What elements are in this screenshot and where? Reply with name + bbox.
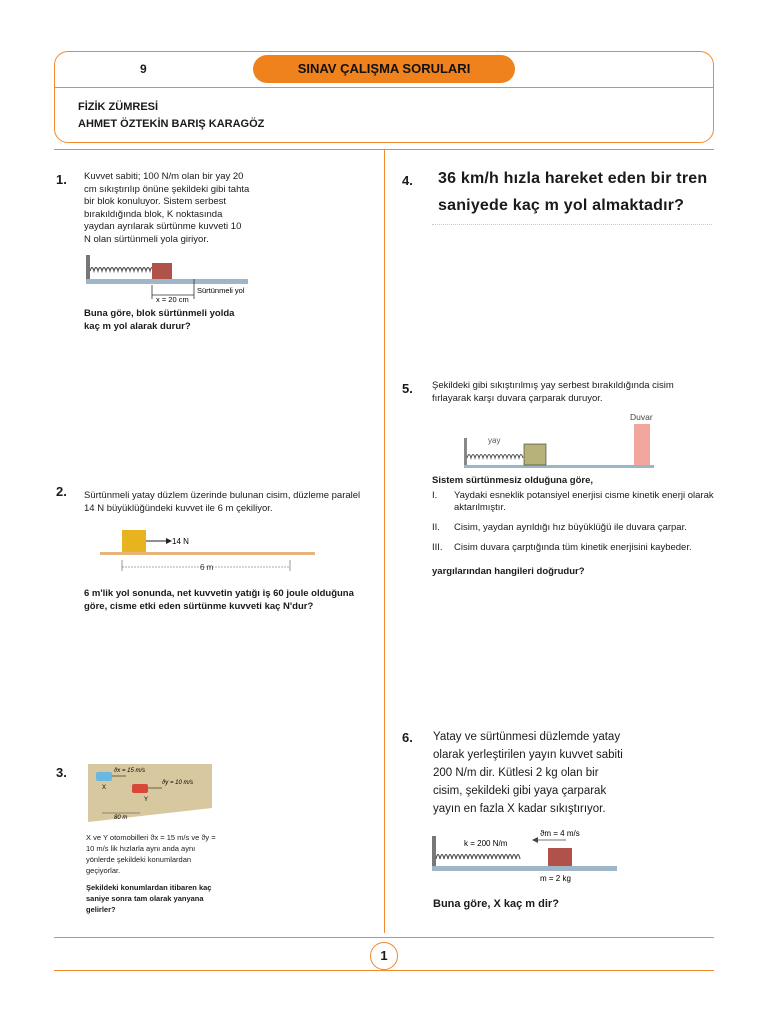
footer-separator-bottom <box>54 970 714 971</box>
q1-wall <box>86 255 90 282</box>
footer-separator-top <box>54 937 714 938</box>
q2-number: 2. <box>56 484 67 499</box>
q5-question: yargılarından hangileri doğrudur? <box>432 566 585 577</box>
q2-block <box>122 530 146 552</box>
column-divider <box>384 150 385 933</box>
q6-figure <box>432 826 622 884</box>
header-divider <box>54 87 714 88</box>
q4-underline <box>432 224 712 225</box>
q1-text: Kuvvet sabiti; 100 N/m olan bir yay 20 cm sıkıştırılıp önüne şekildeki gibi tahta bir blok konuluyor. Sistem serbest bırakıldığında blok, K noktasında yaydan ayrılarak sürtünme kuvveti 10 N olan sürtünmeli yola giriyor. <box>84 171 250 245</box>
q1-spring <box>90 268 154 272</box>
author-names: AHMET ÖZTEKİN BARIŞ KARAGÖZ <box>78 118 265 130</box>
q5-left-wall <box>464 438 467 465</box>
q5-right-wall <box>634 424 650 465</box>
q2-question: 6 m'lik yol sonunda, net kuvvetin yatığı iş 60 joule olduğuna göre, cisme etki eden sürtünme kuvveti kaç N'dur? <box>84 588 354 612</box>
q5-options <box>432 490 716 554</box>
q5-wall-label: Duvar <box>630 412 653 422</box>
q1-number: 1. <box>56 172 67 187</box>
q1-x-label: x = 20 cm <box>156 295 189 303</box>
q3-distance-label: 80 m <box>114 815 128 821</box>
header-authors <box>78 99 264 133</box>
q5-option-3-num: III. <box>432 542 443 553</box>
q5-block <box>524 444 546 465</box>
q6-k-label: k = 200 N/m <box>464 839 508 848</box>
q5-option-1 <box>432 490 716 514</box>
q5-condition: Sistem sürtünmesiz olduğuna göre, <box>432 475 593 486</box>
q5-text: Şekildeki gibi sıkıştırılmış yay serbest bırakıldığında cisim fırlayarak karşı duvara çarparak duruyor. <box>432 380 674 404</box>
q3-number: 3. <box>56 765 67 780</box>
q6-wall <box>432 836 436 866</box>
q5-floor <box>464 465 654 468</box>
q6-number: 6. <box>402 730 413 745</box>
q4-line-2: saniyede kaç m yol almaktadır? <box>438 197 685 214</box>
q1-block <box>152 263 172 279</box>
q1-question: Buna göre, blok sürtünmeli yolda kaç m yol alarak durur? <box>84 308 235 332</box>
q6-arrowhead <box>532 837 538 843</box>
q5-number: 5. <box>402 381 413 396</box>
q4-text <box>438 165 718 219</box>
q6-floor <box>432 866 617 871</box>
q5-figure <box>464 410 660 470</box>
q3-y-label: Y <box>144 797 149 803</box>
q6-question: Buna göre, X kaç m dir? <box>433 898 559 910</box>
q5-option-3 <box>432 542 716 554</box>
q4-line-1: 36 km/h hızla hareket eden bir tren <box>438 170 708 187</box>
q3-vx-label: ϑx = 15 m/s <box>114 768 146 774</box>
q2-text: Sürtünmeli yatay düzlem üzerinde bulunan cisim, düzleme paralel 14 N büyüklüğündeki kuvvet ile 6 m çekiliyor. <box>84 490 361 514</box>
q3-question: Şekildeki konumlardan itibaren kaç saniye sonra tam olarak yanyana gelirler? <box>86 883 212 914</box>
q5-option-2 <box>432 522 716 534</box>
q6-block <box>548 848 572 866</box>
q5-spring <box>467 455 523 459</box>
q2-distance-label: 6 m <box>200 563 214 572</box>
header-title: SINAV ÇALIŞMA SORULARI <box>253 55 515 83</box>
q3-x-label: X <box>102 785 107 791</box>
q2-floor <box>100 552 315 555</box>
q2-figure <box>100 526 320 576</box>
q3-vy-label: ϑy = 10 m/s <box>162 780 194 786</box>
q1-floor <box>86 279 248 284</box>
q6-m-label: m = 2 kg <box>540 874 571 883</box>
q3-text: X ve Y otomobilleri ϑx = 15 m/s ve ϑy = 10 m/s lik hızlarla aynı anda aynı yönlerde şekildeki konumlardan geçiyorlar. <box>86 833 216 875</box>
q1-road-label: Sürtünmeli yol <box>197 286 245 295</box>
q2-force-label: 14 N <box>172 537 189 546</box>
q5-option-3-text: Cisim duvara çarptığında tüm kinetik enerjisini kaybeder. <box>454 542 692 553</box>
q1-figure <box>86 255 252 303</box>
header-page-number: 9 <box>140 62 147 76</box>
footer-page-number: 1 <box>370 942 398 970</box>
q5-option-2-text: Cisim, yaydan ayrıldığı hız büyüklüğü ile duvara çarpar. <box>454 522 687 533</box>
department-label: FİZİK ZÜMRESİ <box>78 101 159 113</box>
q4-number: 4. <box>402 173 413 188</box>
q5-option-1-text: Yaydaki esneklik potansiyel enerjisi cisme kinetik enerji olarak aktarılmıştır. <box>454 490 714 513</box>
q3-car-x <box>96 772 112 781</box>
q6-v-label: ϑm = 4 m/s <box>540 829 580 838</box>
q3-figure <box>86 762 214 824</box>
q6-spring <box>436 855 520 860</box>
q6-text: Yatay ve sürtünmesi düzlemde yatay olarak yerleştirilen yayın kuvvet sabiti 200 N/m dir. Kütlesi 2 kg olan bir cisim, şekildeki gibi yaya çarparak yayın en fazla X kadar sıkıştırıyor. <box>433 731 623 815</box>
q5-option-2-num: II. <box>432 522 440 533</box>
q5-spring-label: yay <box>488 436 501 445</box>
q3-car-y <box>132 784 148 793</box>
q5-option-1-num: I. <box>432 490 438 501</box>
